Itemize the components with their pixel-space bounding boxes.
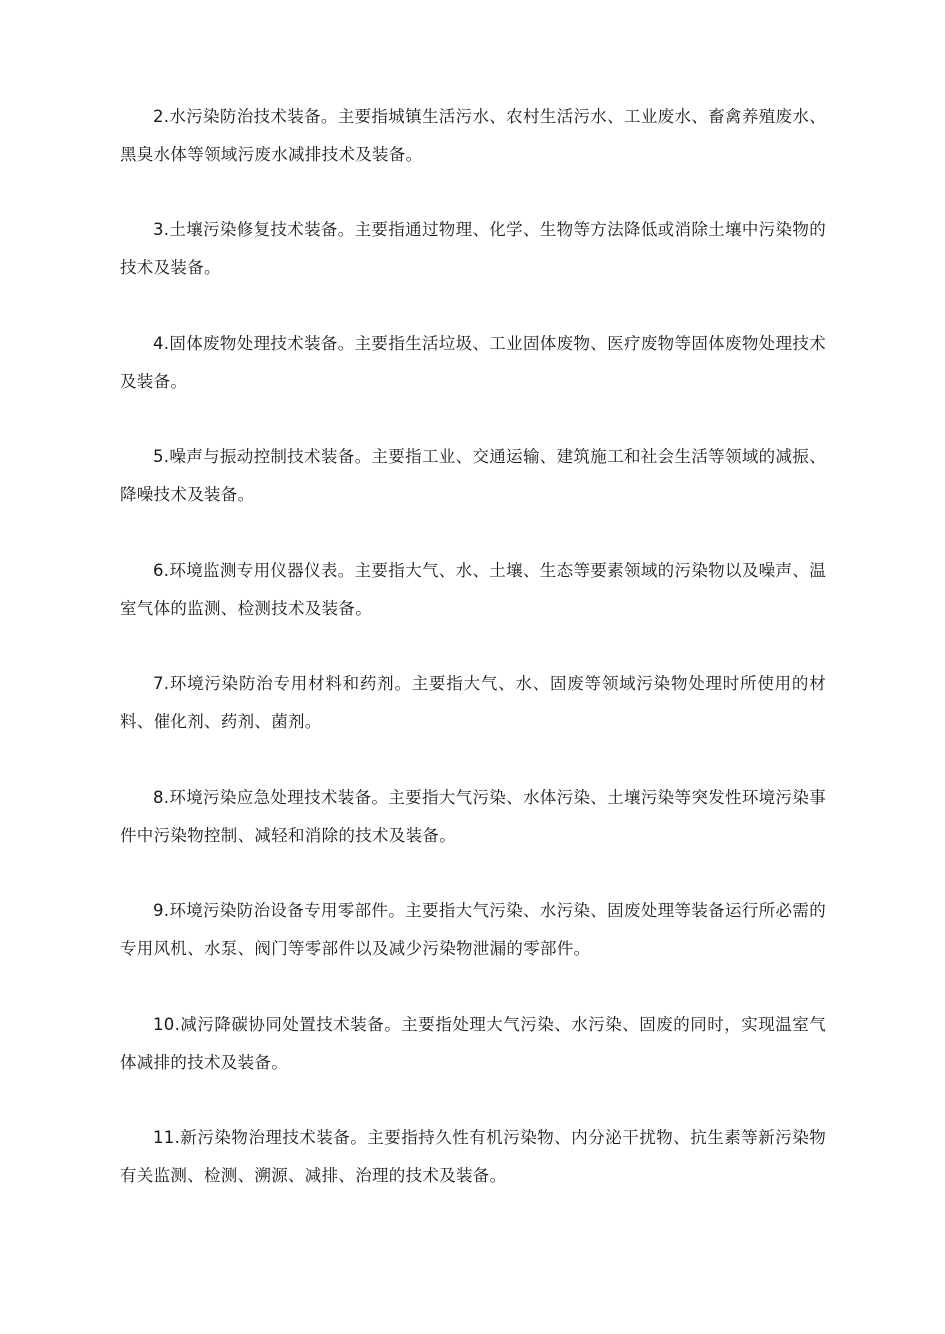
paragraph-spare-parts: 9.环境污染防治设备专用零部件。主要指大气污染、水污染、固废处理等装备运行所必需的专用风机、水泵、阀门等零部件以及减少污染物泄漏的零部件。 [120, 901, 826, 958]
paragraph-carbon-reduction: 10.减污降碳协同处置技术装备。主要指处理大气污染、水污染、固废的同时，实现温室气体减排的技术及装备。 [120, 1015, 826, 1072]
paragraph-solid-waste: 4.固体废物处理技术装备。主要指生活垃圾、工业固体废物、医疗废物等固体废物处理技术及装备。 [120, 334, 826, 391]
paragraph-noise-vibration: 5.噪声与振动控制技术装备。主要指工业、交通运输、建筑施工和社会生活等领域的减振、降噪技术及装备。 [120, 447, 826, 504]
paragraph-materials-reagents: 7.环境污染防治专用材料和药剂。主要指大气、水、固废等领域污染物处理时所使用的材料、催化剂、药剂、菌剂。 [120, 674, 826, 731]
paragraph-new-pollutants: 11.新污染物治理技术装备。主要指持久性有机污染物、内分泌干扰物、抗生素等新污染物有关监测、检测、溯源、减排、治理的技术及装备。 [120, 1128, 826, 1185]
paragraph-soil-remediation: 3.土壤污染修复技术装备。主要指通过物理、化学、生物等方法降低或消除土壤中污染物的技术及装备。 [120, 220, 826, 277]
paragraph-monitoring-instruments: 6.环境监测专用仪器仪表。主要指大气、水、土壤、生态等要素领域的污染物以及噪声、温室气体的监测、检测技术及装备。 [120, 561, 826, 618]
paragraph-water-pollution: 2.水污染防治技术装备。主要指城镇生活污水、农村生活污水、工业废水、畜禽养殖废水、黑臭水体等领域污废水减排技术及装备。 [120, 107, 826, 164]
paragraph-emergency-treatment: 8.环境污染应急处理技术装备。主要指大气污染、水体污染、土壤污染等突发性环境污染事件中污染物控制、减轻和消除的技术及装备。 [120, 788, 826, 845]
